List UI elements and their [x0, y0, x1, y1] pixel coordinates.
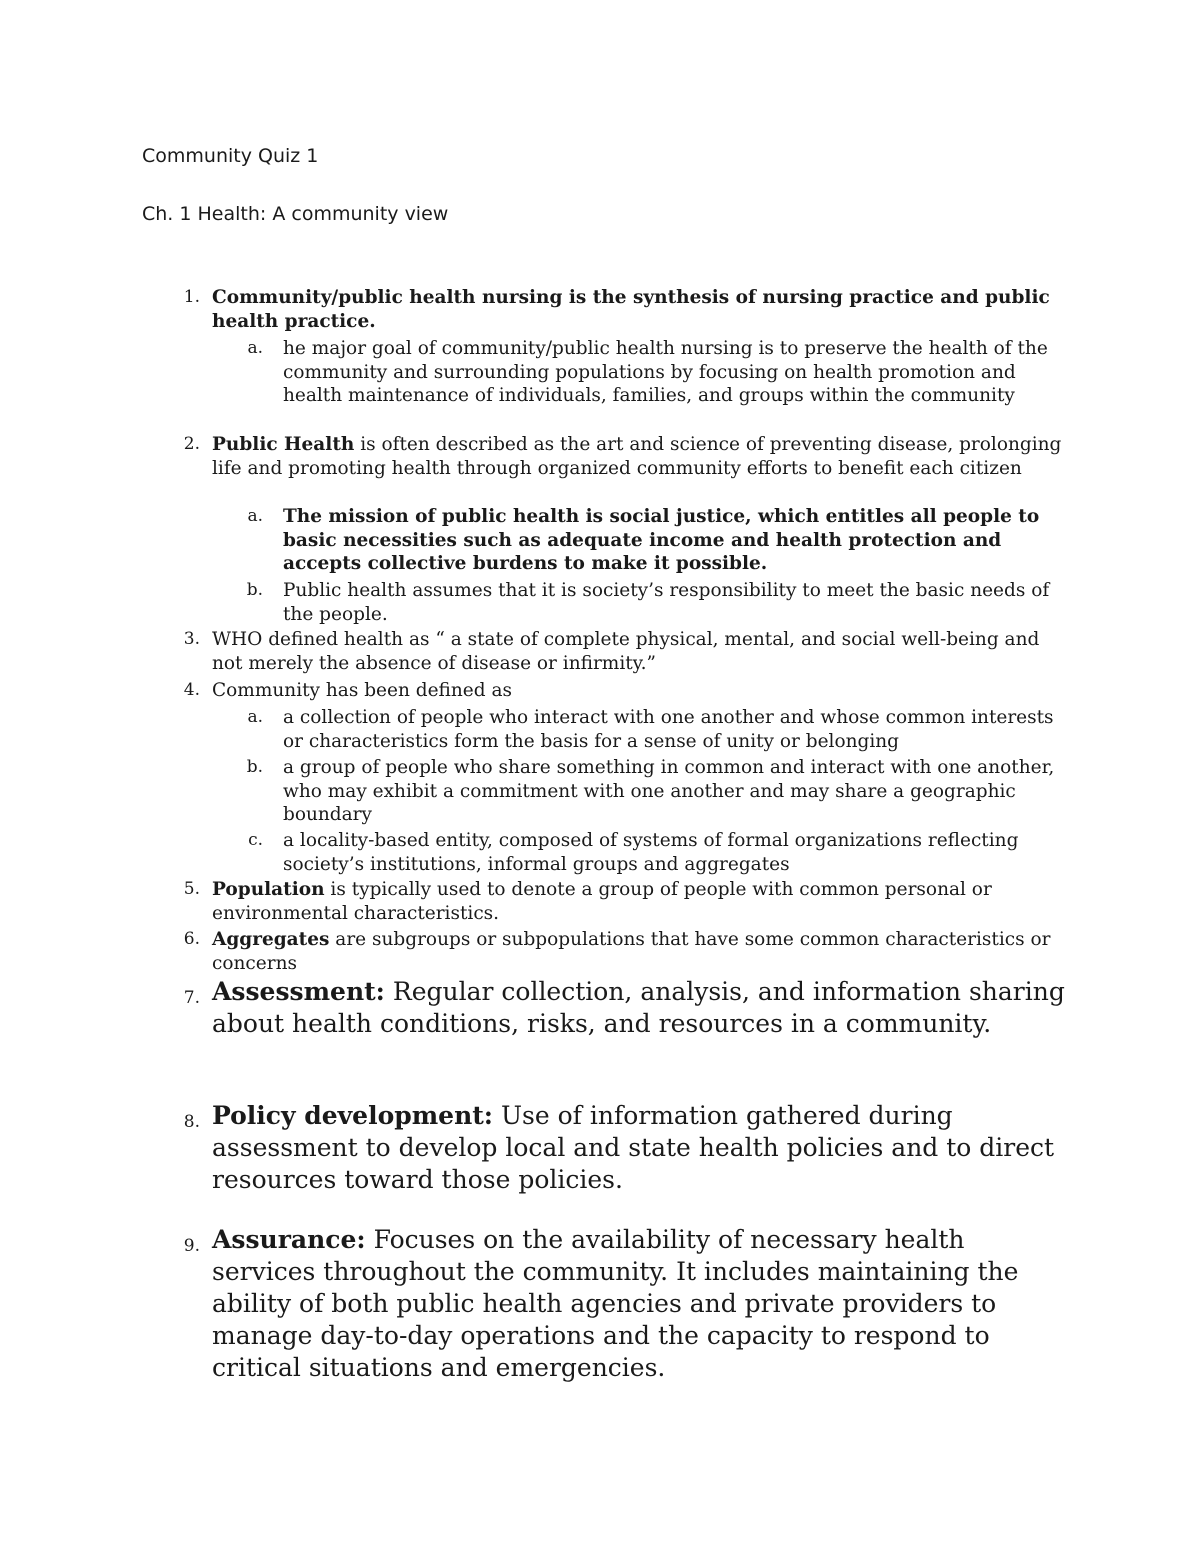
chapter-heading: Ch. 1 Health: A community view	[142, 203, 449, 225]
list-item-term: Assessment:	[212, 977, 385, 1006]
list-item-term: Assurance:	[212, 1225, 366, 1254]
list-item-9	[183, 1224, 1072, 1384]
list-item-1	[183, 286, 1072, 333]
list-item-5	[183, 878, 1072, 925]
sub-letter: a.	[247, 707, 263, 727]
list-number: 2.	[183, 434, 200, 454]
sub-letter: c.	[248, 830, 263, 850]
sub-item-text: The mission of public health is social justice, which entitles all people to basic necessities such as adequate income and health protection and accepts collective burdens to make it possible.	[283, 506, 1040, 574]
sub-item-4b	[246, 756, 1073, 827]
list-item-3	[183, 628, 1072, 675]
list-number: 1.	[183, 287, 200, 307]
sub-item-2a	[247, 505, 1073, 576]
sub-item-text: a group of people who share something in common and interact with one another, who may exhibit a commitment with one another and may share a geographic boundary	[283, 757, 1055, 825]
list-item-text: Regular collection, analysis, and information sharing about health conditions, risks, and resources in a community.	[212, 977, 1065, 1038]
list-item-7	[183, 976, 1072, 1040]
list-number: 3.	[183, 629, 200, 649]
sub-letter: b.	[246, 757, 263, 777]
list-item-term: Aggregates	[212, 929, 330, 950]
list-item-term: Public Health	[212, 434, 355, 455]
list-number: 8.	[183, 1112, 200, 1132]
sub-letter: a.	[247, 338, 263, 358]
list-item-text: are subgroups or subpopulations that have some common characteristics or concerns	[212, 929, 1051, 974]
document-title: Community Quiz 1	[142, 145, 319, 167]
sub-item-text: Public health assumes that it is society’s responsibility to meet the basic needs of the people.	[283, 580, 1050, 625]
list-item-term: Population	[212, 879, 325, 900]
sub-letter: b.	[246, 580, 263, 600]
list-item-text: is typically used to denote a group of people with common personal or environmental characteristics.	[212, 879, 992, 924]
sub-item-4a	[247, 706, 1073, 753]
list-item-text: is often described as the art and science of preventing disease, prolonging life and promoting health through organized community efforts to benefit each citizen	[212, 434, 1062, 479]
sub-item-text: a locality-based entity, composed of systems of formal organizations reflecting society’s institutions, informal groups and aggregates	[283, 830, 1019, 875]
sub-item-4c	[248, 829, 1073, 876]
list-item-2	[183, 433, 1072, 480]
list-item-8	[183, 1100, 1072, 1196]
sub-letter: a.	[247, 506, 263, 526]
list-item-4	[183, 679, 1072, 703]
list-item-text: Community/public health nursing is the synthesis of nursing practice and public health practice.	[212, 287, 1050, 332]
sub-item-text: a collection of people who interact with one another and whose common interests or characteristics form the basis for a sense of unity or belonging	[283, 707, 1054, 752]
list-number: 5.	[183, 879, 200, 899]
sub-item-2b	[246, 579, 1073, 626]
list-number: 7.	[183, 988, 200, 1008]
list-number: 4.	[183, 680, 200, 700]
list-item-text: Focuses on the availability of necessary health services throughout the community. It includes maintaining the ability of both public health agencies and private providers to manage day-to-day operations and the capacity to respond to critical situations and emergencies.	[212, 1225, 1019, 1382]
sub-item-1a	[247, 337, 1073, 408]
list-item-6	[183, 928, 1072, 975]
list-item-text: Use of information gathered during assessment to develop local and state health policies and to direct resources toward those policies.	[212, 1101, 1055, 1194]
list-item-text: WHO defined health as “ a state of complete physical, mental, and social well-being and not merely the absence of disease or infirmity.”	[212, 629, 1040, 674]
list-item-term: Policy development:	[212, 1101, 494, 1130]
list-number: 6.	[183, 929, 200, 949]
list-number: 9.	[183, 1236, 200, 1256]
sub-item-text: he major goal of community/public health nursing is to preserve the health of the community and surrounding populations by focusing on health promotion and health maintenance of individuals, families, and groups within the community	[283, 338, 1048, 406]
list-item-text: Community has been defined as	[212, 680, 512, 701]
